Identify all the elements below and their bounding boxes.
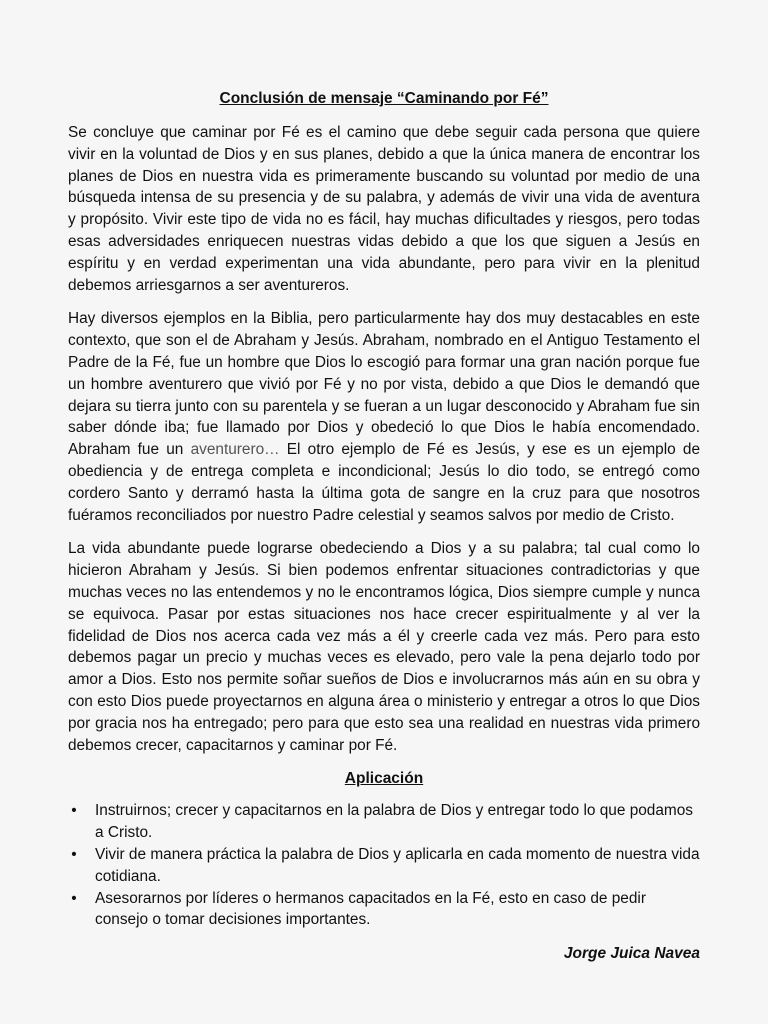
bullet-icon: • bbox=[71, 802, 77, 820]
bullet-icon: • bbox=[71, 889, 77, 907]
document-title: Conclusión de mensaje “Caminando por Fé” bbox=[219, 90, 549, 107]
paragraph-abundant-life: La vida abundante puede lograrse obedeciendo a Dios y a su palabra; tal cual como lo hicieron Abraham y Jesús. Si bien podemos enfrentar situaciones contradictorias y que muchas veces no las entendemos y no le encontramos lógica, Dios siempre cumple y nunca se equivoca. Pasar por estas situaciones nos hace crecer espiritualmente y al ver la fidelidad de Dios nos acerca cada vez más a él y creerle cada vez más. Pero para esto debemos pagar un precio y muchas veces es elevado, pero vale la pena dejarlo todo por amor a Dios. Esto nos permite soñar sueños de Dios e involucrarnos más aún en su obra y con esto Dios puede proyectarnos en alguna área o ministerio y entregar a otros lo que Dios por gracia nos ha entregado; pero para que esto sea una realidad en nuestras vida primero debemos crecer, capacitarnos y caminar por Fé. bbox=[68, 540, 700, 754]
paragraph-examples bbox=[68, 308, 700, 526]
list-item-text: Instruirnos; crecer y capacitarnos en la palabra de Dios y entregar todo lo que podamos a Cristo. bbox=[95, 802, 694, 842]
list-item bbox=[68, 844, 700, 888]
paragraph-examples-ellipsis-text: aventurero… bbox=[190, 441, 280, 459]
paragraph-examples-text-b: El otro ejemplo de Fé es Jesús, y ese es un ejemplo de obediencia y de entrega completa e incondicional; Jesús lo dio todo, se entregó como cordero Santo y derramó hasta la última gota de sangre en la cruz para que nosotros fuéramos reconciliados por nuestro Padre celestial y seamos salvos por medio de Cristo. bbox=[68, 441, 701, 524]
list-item bbox=[68, 888, 700, 932]
paragraph-examples-text-a: Hay diversos ejemplos en la Biblia, pero particularmente hay dos muy destacables en este contexto, que son el de Abraham y Jesús. Abraham, nombrado en el Antiguo Testamento el Padre de la Fé, fue un hombre que Dios lo escogió para formar una gran nación porque fue un hombre aventurero que vivió por Fé y no por vista, debido a que Dios le demandó que dejara su tierra junto con su parentela y se fueran a un lugar desconocido y Abraham fue sin saber dónde iba; fue llamado por Dios y obedeció lo que Dios le había encomendado. Abraham fue un bbox=[68, 310, 700, 459]
document-content bbox=[68, 88, 700, 965]
application-heading: Aplicación bbox=[344, 770, 424, 788]
list-item-text: Vivir de manera práctica la palabra de Dios y aplicarla en cada momento de nuestra vida cotidiana. bbox=[95, 845, 700, 885]
author-signature: Jorge Juica Navea bbox=[563, 945, 700, 963]
paragraph-conclusion: Se concluye que caminar por Fé es el camino que debe seguir cada persona que quiere vivir en la voluntad de Dios y en sus planes, debido a que la única manera de encontrar los planes de Dios en nuestra vida es primeramente buscando su voluntad por medio de una búsqueda intensa de su presencia y de su palabra, y además de vivir una vida de aventura y propósito. Vivir este tipo de vida no es fácil, hay muchas dificultades y riesgos, pero todas esas adversidades enriquecen nuestras vidas debido a que los que siguen a Jesús en espíritu y en verdad experimentan una vida abundante, pero para vivir en la plenitud debemos arriesgarnos a ser aventureros. bbox=[68, 124, 700, 294]
bullet-icon: • bbox=[71, 845, 77, 863]
list-item bbox=[68, 800, 700, 844]
list-item-text: Asesorarnos por líderes o hermanos capacitados en la Fé, esto en caso de pedir consejo o tomar decisiones importantes. bbox=[95, 889, 646, 929]
application-list bbox=[68, 800, 700, 931]
